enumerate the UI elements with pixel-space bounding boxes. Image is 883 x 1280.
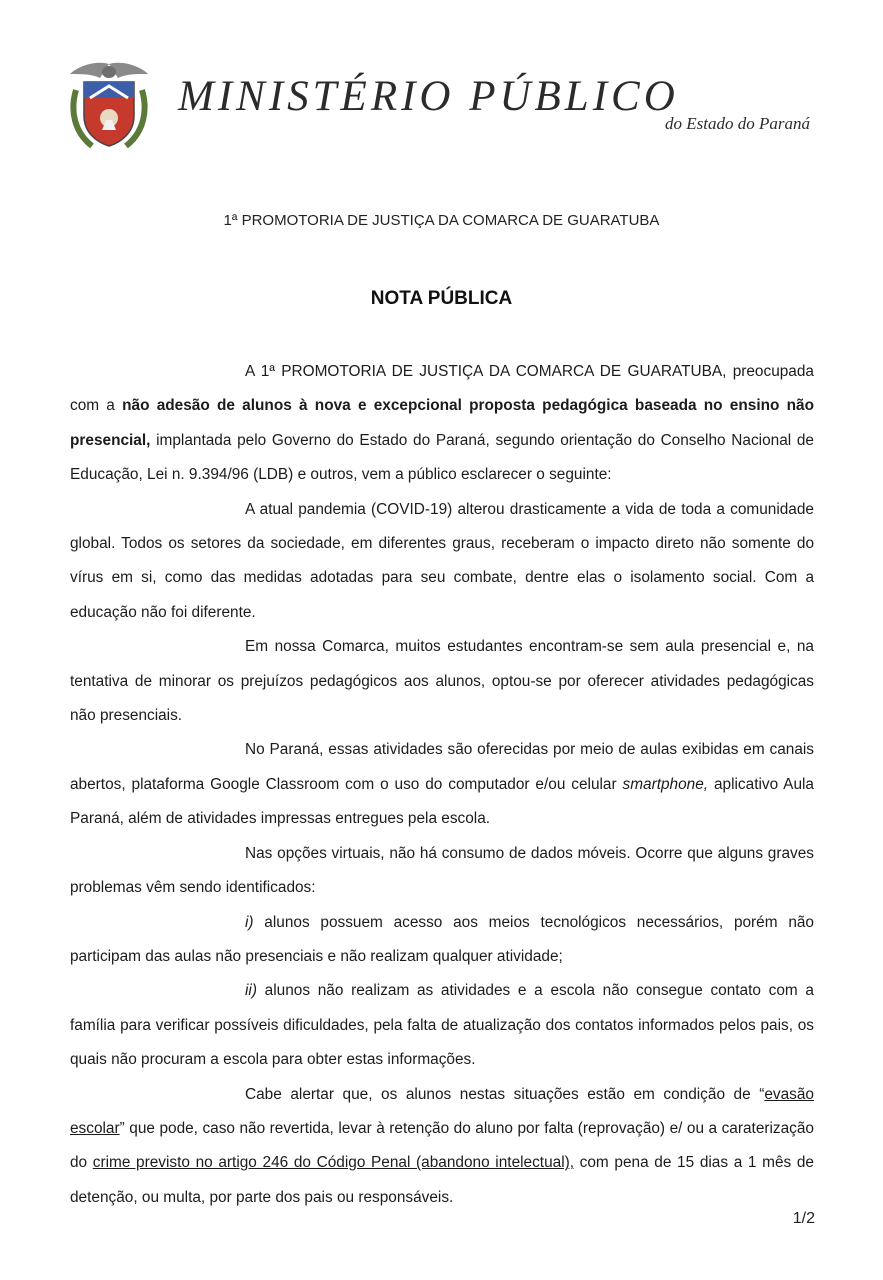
letterhead bbox=[66, 60, 826, 152]
paragraph: Em nossa Comarca, muitos estudantes encontram-se sem aula presencial e, na tentativa de minorar os prejuízos pedagógicos aos alunos, optou-se por oferecer atividades pedagógicas não presenciais. bbox=[70, 638, 814, 725]
text-run: aplicativo Aula Paraná, além de atividades impressas entregues pela escola. bbox=[70, 775, 814, 828]
underlined-text: crime previsto no artigo 246 do Código Penal (abandono intelectual), bbox=[92, 1154, 575, 1172]
italic-text: smartphone, bbox=[622, 775, 709, 793]
page-number: 1/2 bbox=[792, 1210, 815, 1227]
underlined-text: evasão escolar bbox=[70, 1085, 814, 1137]
paragraph bbox=[70, 355, 814, 493]
text-run: alunos possuem acesso aos meios tecnológicos necessários, porém não participam das aulas não presenciais e não realizam qualquer atividade; bbox=[70, 913, 814, 965]
list-item bbox=[70, 974, 814, 1077]
parana-coat-of-arms-icon bbox=[66, 60, 152, 150]
paragraph bbox=[70, 1078, 814, 1216]
list-marker: i) bbox=[245, 913, 254, 931]
document-title: NOTA PÚBLICA bbox=[370, 288, 513, 309]
list-item bbox=[70, 906, 814, 975]
text-run: No Paraná, essas atividades são oferecidas por meio de aulas exibidas em canais abertos, plataforma Google Classroom com o uso do computador e/ou celular bbox=[70, 741, 814, 793]
paragraph: Nas opções virtuais, não há consumo de dados móveis. Ocorre que alguns graves problemas vêm sendo identificados: bbox=[70, 844, 814, 897]
bold-text: não adesão de alunos à nova e excepcional proposta pedagógica baseada no ensino não presencial, bbox=[70, 397, 814, 449]
list-marker: ii) bbox=[245, 982, 257, 1000]
text-run: ” que pode, caso não revertida, levar à retenção do aluno por falta (reprovação) e/ ou a caraterização do bbox=[70, 1119, 814, 1172]
text-run: Cabe alertar que, os alunos nestas situações estão em condição de “ bbox=[245, 1085, 765, 1103]
text-run: A 1ª PROMOTORIA DE JUSTIÇA DA COMARCA DE GUARATUBA, preocupada com a bbox=[70, 363, 814, 415]
document-body bbox=[70, 355, 814, 1215]
org-subtitle: do Estado do Paraná bbox=[665, 114, 810, 133]
text-run: alunos não realizam as atividades e a escola não consegue contato com a família para verificar possíveis dificuldades, pela falta de atualização dos contatos informados pelos pais, os quais não procuram a escola para obter estas informações. bbox=[70, 982, 814, 1069]
text-run: com pena de 15 dias a 1 mês de detenção, ou multa, por parte dos pais ou responsáveis. bbox=[70, 1154, 814, 1206]
paragraph bbox=[70, 733, 814, 836]
org-title: MINISTÉRIO PÚBLICO bbox=[178, 73, 679, 120]
office-heading: 1ª PROMOTORIA DE JUSTIÇA DA COMARCA DE GUARATUBA bbox=[223, 212, 660, 229]
text-run: implantada pelo Governo do Estado do Paraná, segundo orientação do Conselho Nacional de Educação, Lei n. 9.394/96 (LDB) e outros, vem a público esclarecer o seguinte: bbox=[70, 431, 814, 484]
paragraph: A atual pandemia (COVID-19) alterou drasticamente a vida de toda a comunidade global. Todos os setores da sociedade, em diferentes graus, receberam o impacto direto não somente do vírus em si, como das medidas adotadas para seu combate, dentre elas o isolamento social. Com a educação não foi diferente. bbox=[70, 500, 814, 621]
